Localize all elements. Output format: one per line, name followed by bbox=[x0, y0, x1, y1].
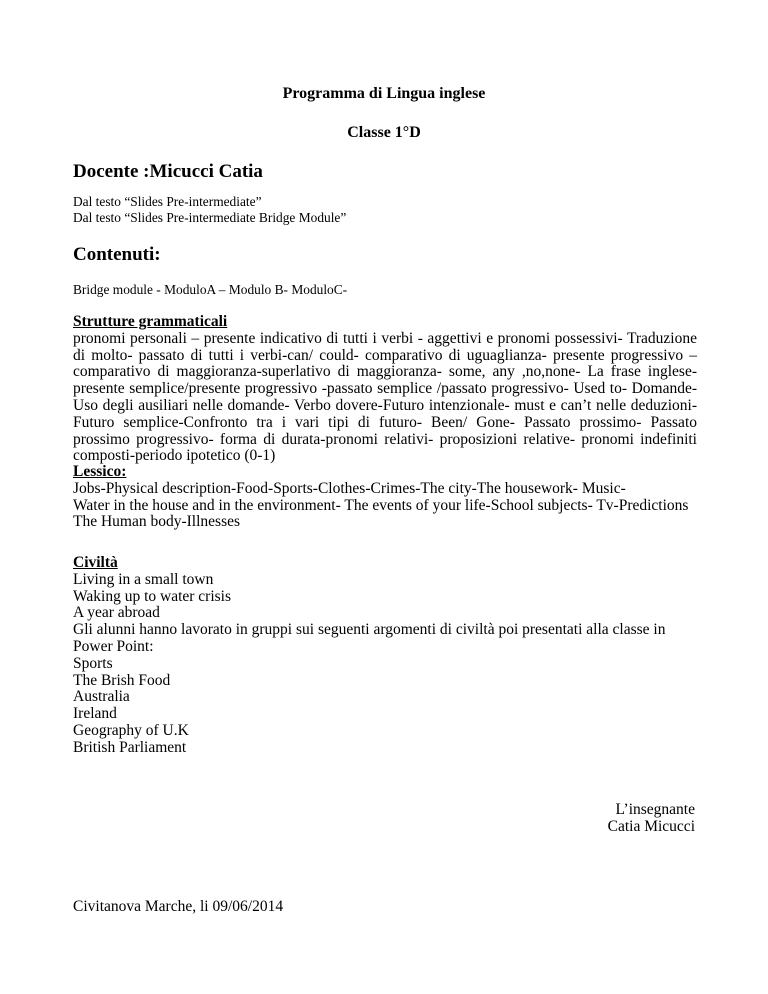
grammar-line: prossimo progressivo- forma di durata-pronomi relativi- proposizioni relative- pronomi indefiniti bbox=[73, 430, 697, 448]
civilization-line: Waking up to water crisis bbox=[73, 587, 232, 605]
civilization-section bbox=[73, 555, 697, 757]
signature-role: L’insegnante bbox=[615, 801, 695, 818]
civilization-line: The Brish Food bbox=[73, 671, 171, 689]
signature-block bbox=[608, 801, 695, 835]
civilization-heading: Civiltà bbox=[73, 554, 118, 571]
lexicon-section bbox=[73, 464, 697, 531]
book-line-1: Dal testo “Slides Pre-intermediate” bbox=[73, 194, 262, 209]
grammar-section bbox=[73, 314, 697, 465]
civilization-line: Sports bbox=[73, 654, 113, 672]
civilization-line: Geography of U.K bbox=[73, 721, 189, 739]
grammar-line: Futuro semplice-Confronto tra i vari tipi di futuro- Been/ Gone- Passato prossimo- Passato bbox=[73, 413, 697, 431]
civilization-line: British Parliament bbox=[73, 738, 187, 756]
civilization-line: A year abroad bbox=[73, 604, 160, 622]
lexicon-heading: Lessico: bbox=[73, 463, 127, 480]
civilization-line: Gli alunni hanno lavorato in gruppi sui seguenti argomenti di civiltà poi presentati alla classe in bbox=[73, 621, 666, 639]
modules-line: Bridge module - ModuloA – Modulo B- ModuloC- bbox=[73, 282, 348, 297]
grammar-heading: Strutture grammaticali bbox=[73, 313, 228, 330]
grammar-line: di molto- passato di tutti i verbi-can/ could- comparativo di uguaglianza- presente progressivo – bbox=[73, 346, 697, 364]
civilization-line: Australia bbox=[73, 688, 130, 706]
grammar-line: comparativo di maggioranza-superlativo di maggioranza- some, any ,no,none- La frase inglese- bbox=[73, 363, 697, 381]
lexicon-line: Jobs-Physical description-Food-Sports-Clothes-Crimes-The city-The housework- Music- bbox=[73, 479, 626, 497]
grammar-line: composti-periodo ipotetico (0-1) bbox=[73, 447, 276, 465]
lexicon-line: Water in the house and in the environment- The events of your life-School subjects- Tv-Predictions bbox=[73, 496, 689, 514]
civilization-line: Living in a small town bbox=[73, 570, 214, 588]
class-label: Classe 1°D bbox=[347, 124, 421, 141]
lexicon-line: The Human body-Illnesses bbox=[73, 513, 241, 531]
grammar-line: presente semplice/presente progressivo -passato semplice /passato progressivo- Used to- Domande- bbox=[73, 380, 697, 398]
grammar-line: Uso degli ausiliari nelle domande- Verbo dovere-Futuro intenzionale- must e can’t nelle deduzioni- bbox=[73, 396, 697, 414]
grammar-line: pronomi personali – presente indicativo di tutti i verbi - aggettivi e pronomi possessivi- Traduzione bbox=[73, 329, 697, 347]
place-date: Civitanova Marche, li 09/06/2014 bbox=[73, 898, 284, 915]
signature-name: Catia Micucci bbox=[607, 818, 695, 835]
book-line-2: Dal testo “Slides Pre-intermediate Bridge Module” bbox=[73, 210, 347, 225]
program-title: Programma di Lingua inglese bbox=[282, 85, 486, 102]
contents-heading: Contenuti: bbox=[73, 244, 161, 265]
civilization-line: Ireland bbox=[73, 705, 117, 723]
teacher-heading: Docente :Micucci Catia bbox=[73, 161, 263, 182]
civilization-line: Power Point: bbox=[73, 637, 154, 655]
